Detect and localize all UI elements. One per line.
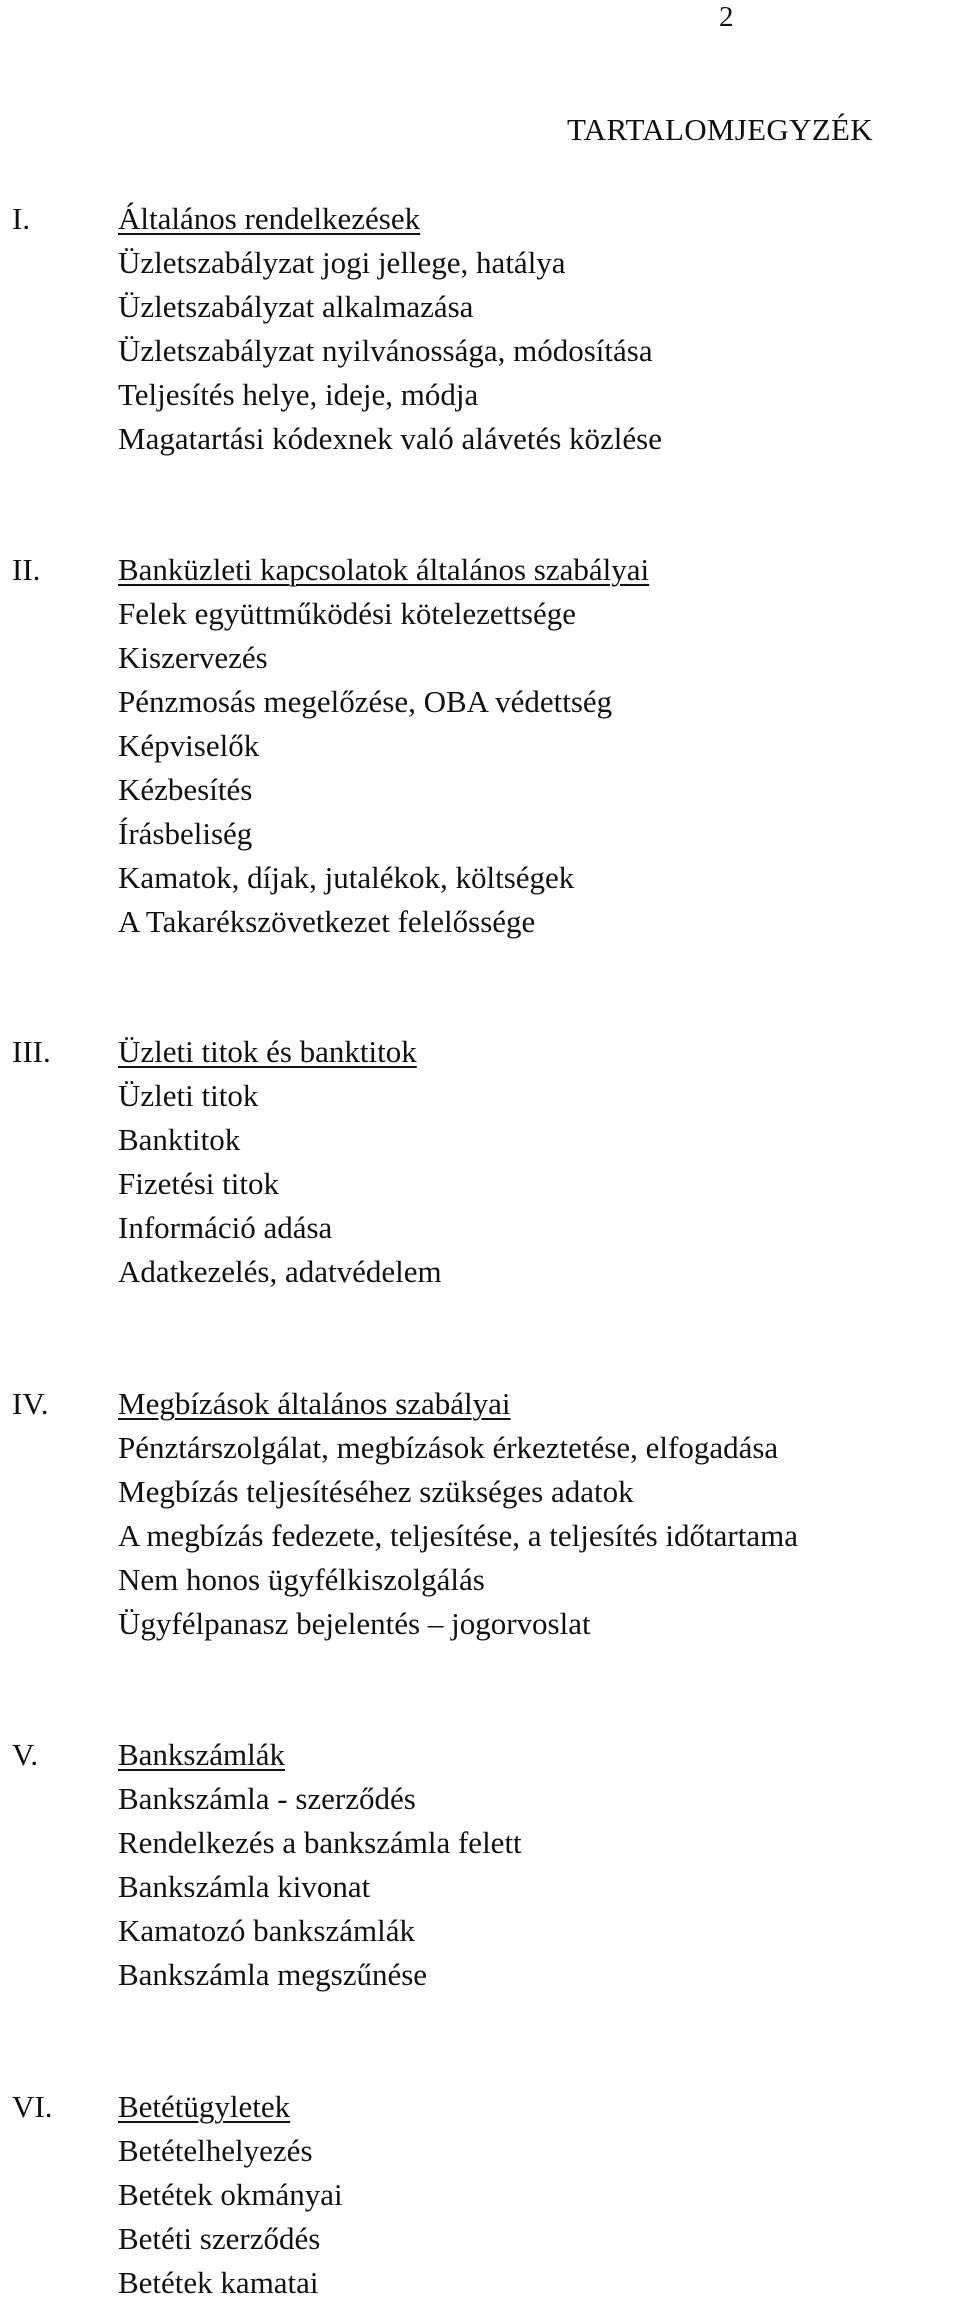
toc-entry: Teljesítés helye, ideje, módja	[118, 377, 479, 412]
page-title: TARTALOMJEGYZÉK	[567, 112, 873, 147]
section-heading: Betétügyletek	[118, 2089, 291, 2124]
section-entries	[118, 548, 649, 944]
section-entries	[118, 1733, 522, 1997]
toc-entry: Pénzmosás megelőzése, OBA védettség	[118, 684, 613, 719]
toc-entry: Kézbesítés	[118, 772, 253, 807]
page-number: 2	[719, 1, 734, 33]
toc-entry: Magatartási kódexnek való alávetés közlése	[118, 421, 662, 456]
toc-entry: A megbízás fedezete, teljesítése, a teljesítés időtartama	[118, 1518, 798, 1553]
toc-entry: Üzletszabályzat alkalmazása	[118, 289, 474, 324]
section-heading: Általános rendelkezések	[118, 201, 421, 236]
toc-entry: Írásbeliség	[118, 816, 253, 851]
toc-entry: Információ adása	[118, 1210, 333, 1245]
section-numeral: III.	[12, 1034, 51, 1069]
section-entries	[118, 197, 662, 461]
section-numeral: II.	[12, 552, 41, 587]
section-entries	[118, 1382, 798, 1646]
section-numeral: VI.	[12, 2089, 53, 2124]
toc-entry: Pénztárszolgálat, megbízások érkeztetése, elfogadása	[118, 1430, 779, 1465]
section-heading: Banküzleti kapcsolatok általános szabályai	[118, 552, 650, 587]
section-heading: Üzleti titok és banktitok	[118, 1034, 417, 1069]
toc-entry: Betéti szerződés	[118, 2221, 321, 2256]
toc-entry: Üzletszabályzat nyilvánossága, módosítása	[118, 333, 653, 368]
toc-entry: Megbízás teljesítéséhez szükséges adatok	[118, 1474, 634, 1509]
toc-entry: Banktitok	[118, 1122, 241, 1157]
section-entries	[118, 1030, 442, 1294]
section-entries	[118, 2085, 343, 2305]
section-numeral: I.	[12, 201, 31, 236]
toc-entry: Felek együttműködési kötelezettsége	[118, 596, 576, 631]
toc-entry: Betétek okmányai	[118, 2177, 343, 2212]
toc-entry: Üzleti titok	[118, 1078, 259, 1113]
toc-entry: Képviselők	[118, 728, 260, 763]
toc-entry: Rendelkezés a bankszámla felett	[118, 1825, 522, 1860]
section-numeral: IV.	[12, 1386, 49, 1421]
section-heading: Bankszámlák	[118, 1737, 286, 1772]
section-numeral: V.	[12, 1737, 39, 1772]
toc-entry: Fizetési titok	[118, 1166, 280, 1201]
section-heading: Megbízások általános szabályai	[118, 1386, 511, 1421]
toc-entry: Üzletszabályzat jogi jellege, hatálya	[118, 245, 566, 280]
toc-entry: A Takarékszövetkezet felelőssége	[118, 904, 536, 939]
toc-entry: Kamatozó bankszámlák	[118, 1913, 415, 1948]
toc-entry: Bankszámla kivonat	[118, 1869, 371, 1904]
toc-entry: Bankszámla - szerződés	[118, 1781, 416, 1816]
toc-entry: Kamatok, díjak, jutalékok, költségek	[118, 860, 575, 895]
toc-entry: Betételhelyezés	[118, 2133, 313, 2168]
toc-entry: Kiszervezés	[118, 640, 268, 675]
toc-entry: Adatkezelés, adatvédelem	[118, 1254, 442, 1289]
toc-entry: Ügyfélpanasz bejelentés – jogorvoslat	[118, 1606, 591, 1641]
toc-entry: Nem honos ügyfélkiszolgálás	[118, 1562, 485, 1597]
toc-entry: Bankszámla megszűnése	[118, 1957, 428, 1992]
toc-entry: Betétek kamatai	[118, 2265, 319, 2300]
